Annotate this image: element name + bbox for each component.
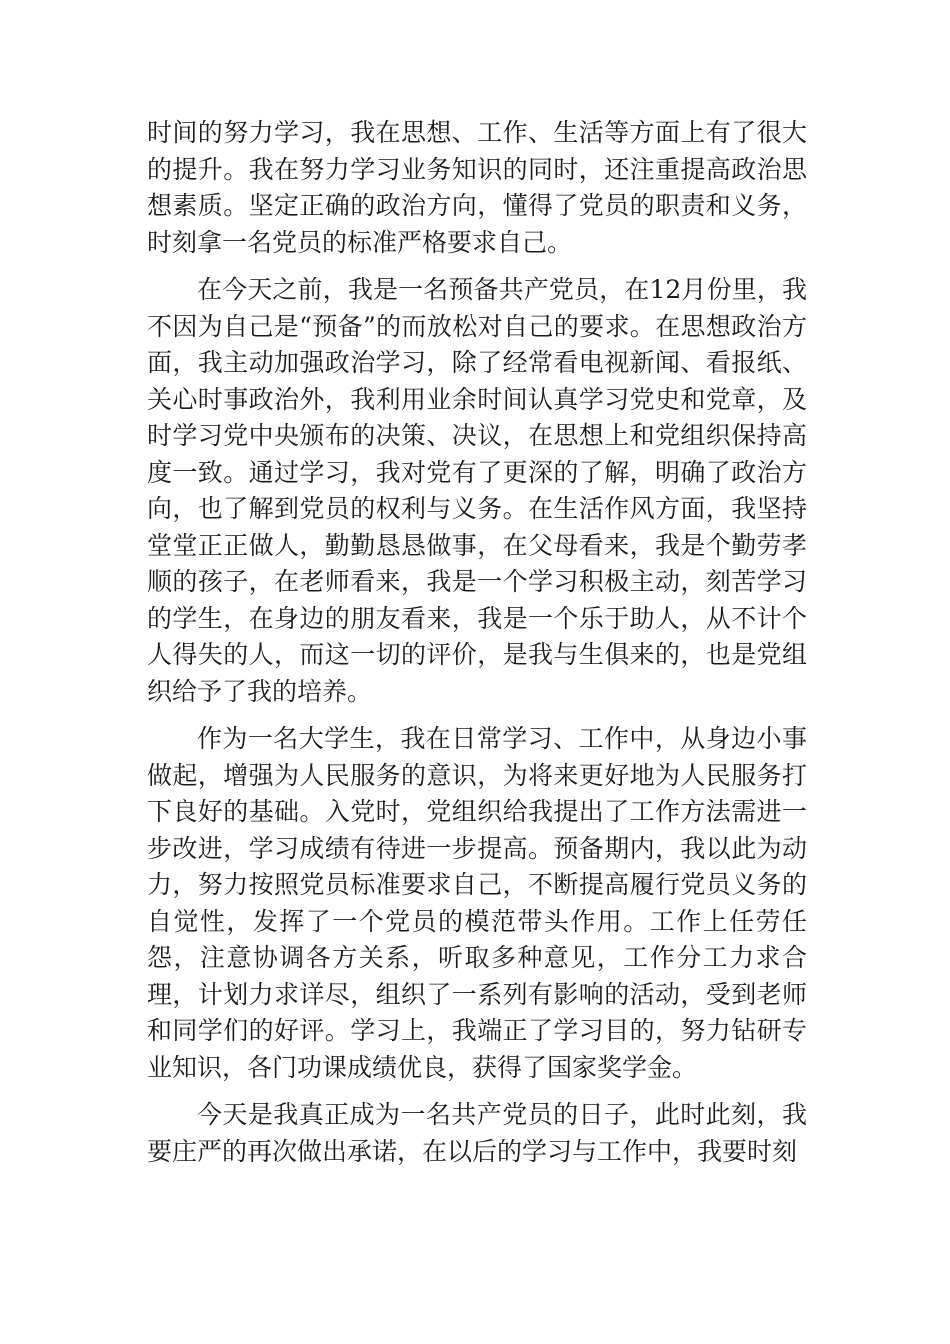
paragraph-1: 时间的努力学习，我在思想、工作、生活等方面上有了很大的提升。我在努力学习业务知识的同时，还注重提高政治思想素质。坚定正确的政治方向，懂得了党员的职责和义务，时刻拿一名党员的标准严格要求自己。 — [147, 118, 807, 257]
paragraph-2: 在今天之前，我是一名预备共产党员，在12月份里，我不因为自己是“预备”的而放松对自己的要求。在思想政治方面，我主动加强政治学习，除了经常看电视新闻、看报纸、关心时事政治外，我利用业余时间认真学习党史和党章，及时学习党中央颁布的决策、决议，在思想上和党组织保持高度一致。通过学习，我对党有了更深的了解，明确了政治方向，也了解到党员的权利与义务。在生活作风方面，我坚持堂堂正正做人，勤勤恳恳做事，在父母看来，我是个勤劳孝顺的孩子，在老师看来，我是一个学习积极主动，刻苦学习的学生，在身边的朋友看来，我是一个乐于助人，从不计个人得失的人，而这一切的评价，是我与生俱来的，也是党组织给予了我的培养。 — [147, 275, 807, 706]
paragraph-3: 作为一名大学生，我在日常学习、工作中，从身边小事做起，增强为人民服务的意识，为将来更好地为人民服务打下良好的基础。入党时，党组织给我提出了工作方法需进一步改进，学习成绩有待进一步提高。预备期内，我以此为动力，努力按照党员标准要求自己，不断提高履行党员义务的自觉性，发挥了一个党员的模范带头作用。工作上任劳任怨，注意协调各方关系，听取多种意见，工作分工力求合理，计划力求详尽，组织了一系列有影响的活动，受到老师和同学们的好评。学习上，我端正了学习目的，努力钻研专业知识，各门功课成绩优良，获得了国家奖学金。 — [147, 724, 807, 1082]
document-body — [147, 115, 807, 1181]
paragraph-4: 今天是我真正成为一名共产党员的日子，此时此刻，我要庄严的再次做出承诺，在以后的学习与工作中，我要时刻 — [147, 1100, 807, 1166]
